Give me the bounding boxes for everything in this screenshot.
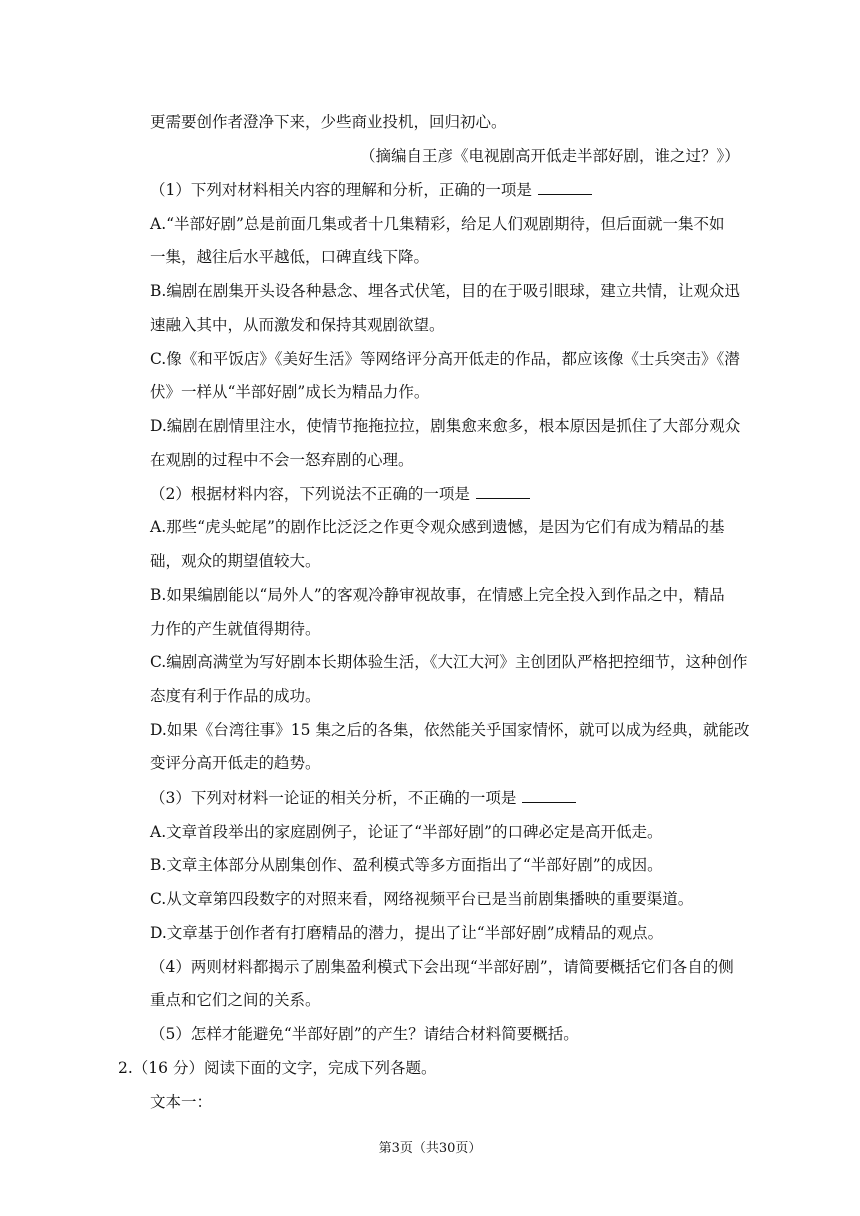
text-one-label: 文本一： <box>150 1093 213 1111</box>
option-line: D.编剧在剧情里注水，使情节拖拖拉拉，剧集愈来愈多，根本原因是抓住了大部分观众 <box>150 417 741 435</box>
answer-blank[interactable] <box>522 788 576 803</box>
question-3-stem <box>150 787 730 809</box>
answer-blank[interactable] <box>538 180 592 195</box>
question-text: （2）根据材料内容，下列说法不正确的一项是 <box>150 485 470 503</box>
question-2-stem <box>150 483 730 505</box>
option-line: 在观剧的过程中不会一怒弃剧的心理。 <box>150 451 414 469</box>
option-line: A.文章首段举出的家庭剧例子，论证了“半部好剧”的口碑必定是高开低走。 <box>150 823 663 841</box>
section-2-heading: 2.（16 分）阅读下面的文字，完成下列各题。 <box>118 1059 437 1077</box>
option-line: C.编剧高满堂为写好剧本长期体验生活，《大江大河》主创团队严格把控细节，这种创作 <box>150 653 748 671</box>
question-text: （3）下列对材料一论证的相关分析，不正确的一项是 <box>150 789 517 807</box>
question-4-stem: （4）两则材料都揭示了剧集盈利模式下会出现“半部好剧”，请简要概括它们各自的侧 <box>150 958 734 976</box>
option-line: A.那些“虎头蛇尾”的剧作比泛泛之作更令观众感到遗憾，是因为它们有成为精品的基 <box>150 518 725 536</box>
option-line: B.编剧在剧集开头设各种悬念、埋各式伏笔，目的在于吸引眼球，建立共情，让观众迅 <box>150 282 740 300</box>
answer-blank[interactable] <box>476 484 530 499</box>
option-line: D.如果《台湾往事》15 集之后的各集，依然能关乎国家情怀，就可以成为经典，就能改 <box>150 721 750 739</box>
option-line: 力作的产生就值得期待。 <box>150 620 321 638</box>
option-line: C.从文章第四段数字的对照来看，网络视频平台已是当前剧集播映的重要渠道。 <box>150 890 694 908</box>
question-1-stem <box>150 179 730 201</box>
option-line: B.文章主体部分从剧集创作、盈利模式等多方面指出了“半部好剧”的成因。 <box>150 856 663 874</box>
option-line: A.“半部好剧”总是前面几集或者十几集精彩，给足人们观剧期待，但后面就一集不如 <box>150 215 725 233</box>
question-4-stem-cont: 重点和它们之间的关系。 <box>150 991 321 1009</box>
question-text: （1）下列对材料相关内容的理解和分析，正确的一项是 <box>150 181 532 199</box>
page-footer: 第3页（共30页） <box>378 1141 482 1156</box>
option-line: 速融入其中，从而激发和保持其观剧欲望。 <box>150 316 445 334</box>
option-line: D.文章基于创作者有打磨精品的潜力，提出了让“半部好剧”成精品的观点。 <box>150 924 664 942</box>
question-5-stem: （5）怎样才能避免“半部好剧”的产生？请结合材料简要概括。 <box>150 1025 579 1043</box>
option-line: 伏》一样从“半部好剧”成长为精品力作。 <box>150 383 430 401</box>
option-line: 态度有利于作品的成功。 <box>150 687 321 705</box>
option-line: C.像《和平饭店》《美好生活》等网络评分高开低走的作品，都应该像《士兵突击》《潜 <box>150 350 740 368</box>
option-line: 一集，越往后水平越低，口碑直线下降。 <box>150 248 430 266</box>
option-line: 础，观众的期望值较大。 <box>150 552 321 570</box>
paragraph-line: 更需要创作者澄净下来，少些商业投机，回归初心。 <box>150 113 507 131</box>
option-line: 变评分高开低走的趋势。 <box>150 754 321 772</box>
option-line: B.如果编剧能以“局外人”的客观冷静审视故事，在情感上完全投入到作品之中，精品 <box>150 586 725 604</box>
source-citation: （摘编自王彦《电视剧高开低走半部好剧，谁之过？》） <box>360 147 740 165</box>
